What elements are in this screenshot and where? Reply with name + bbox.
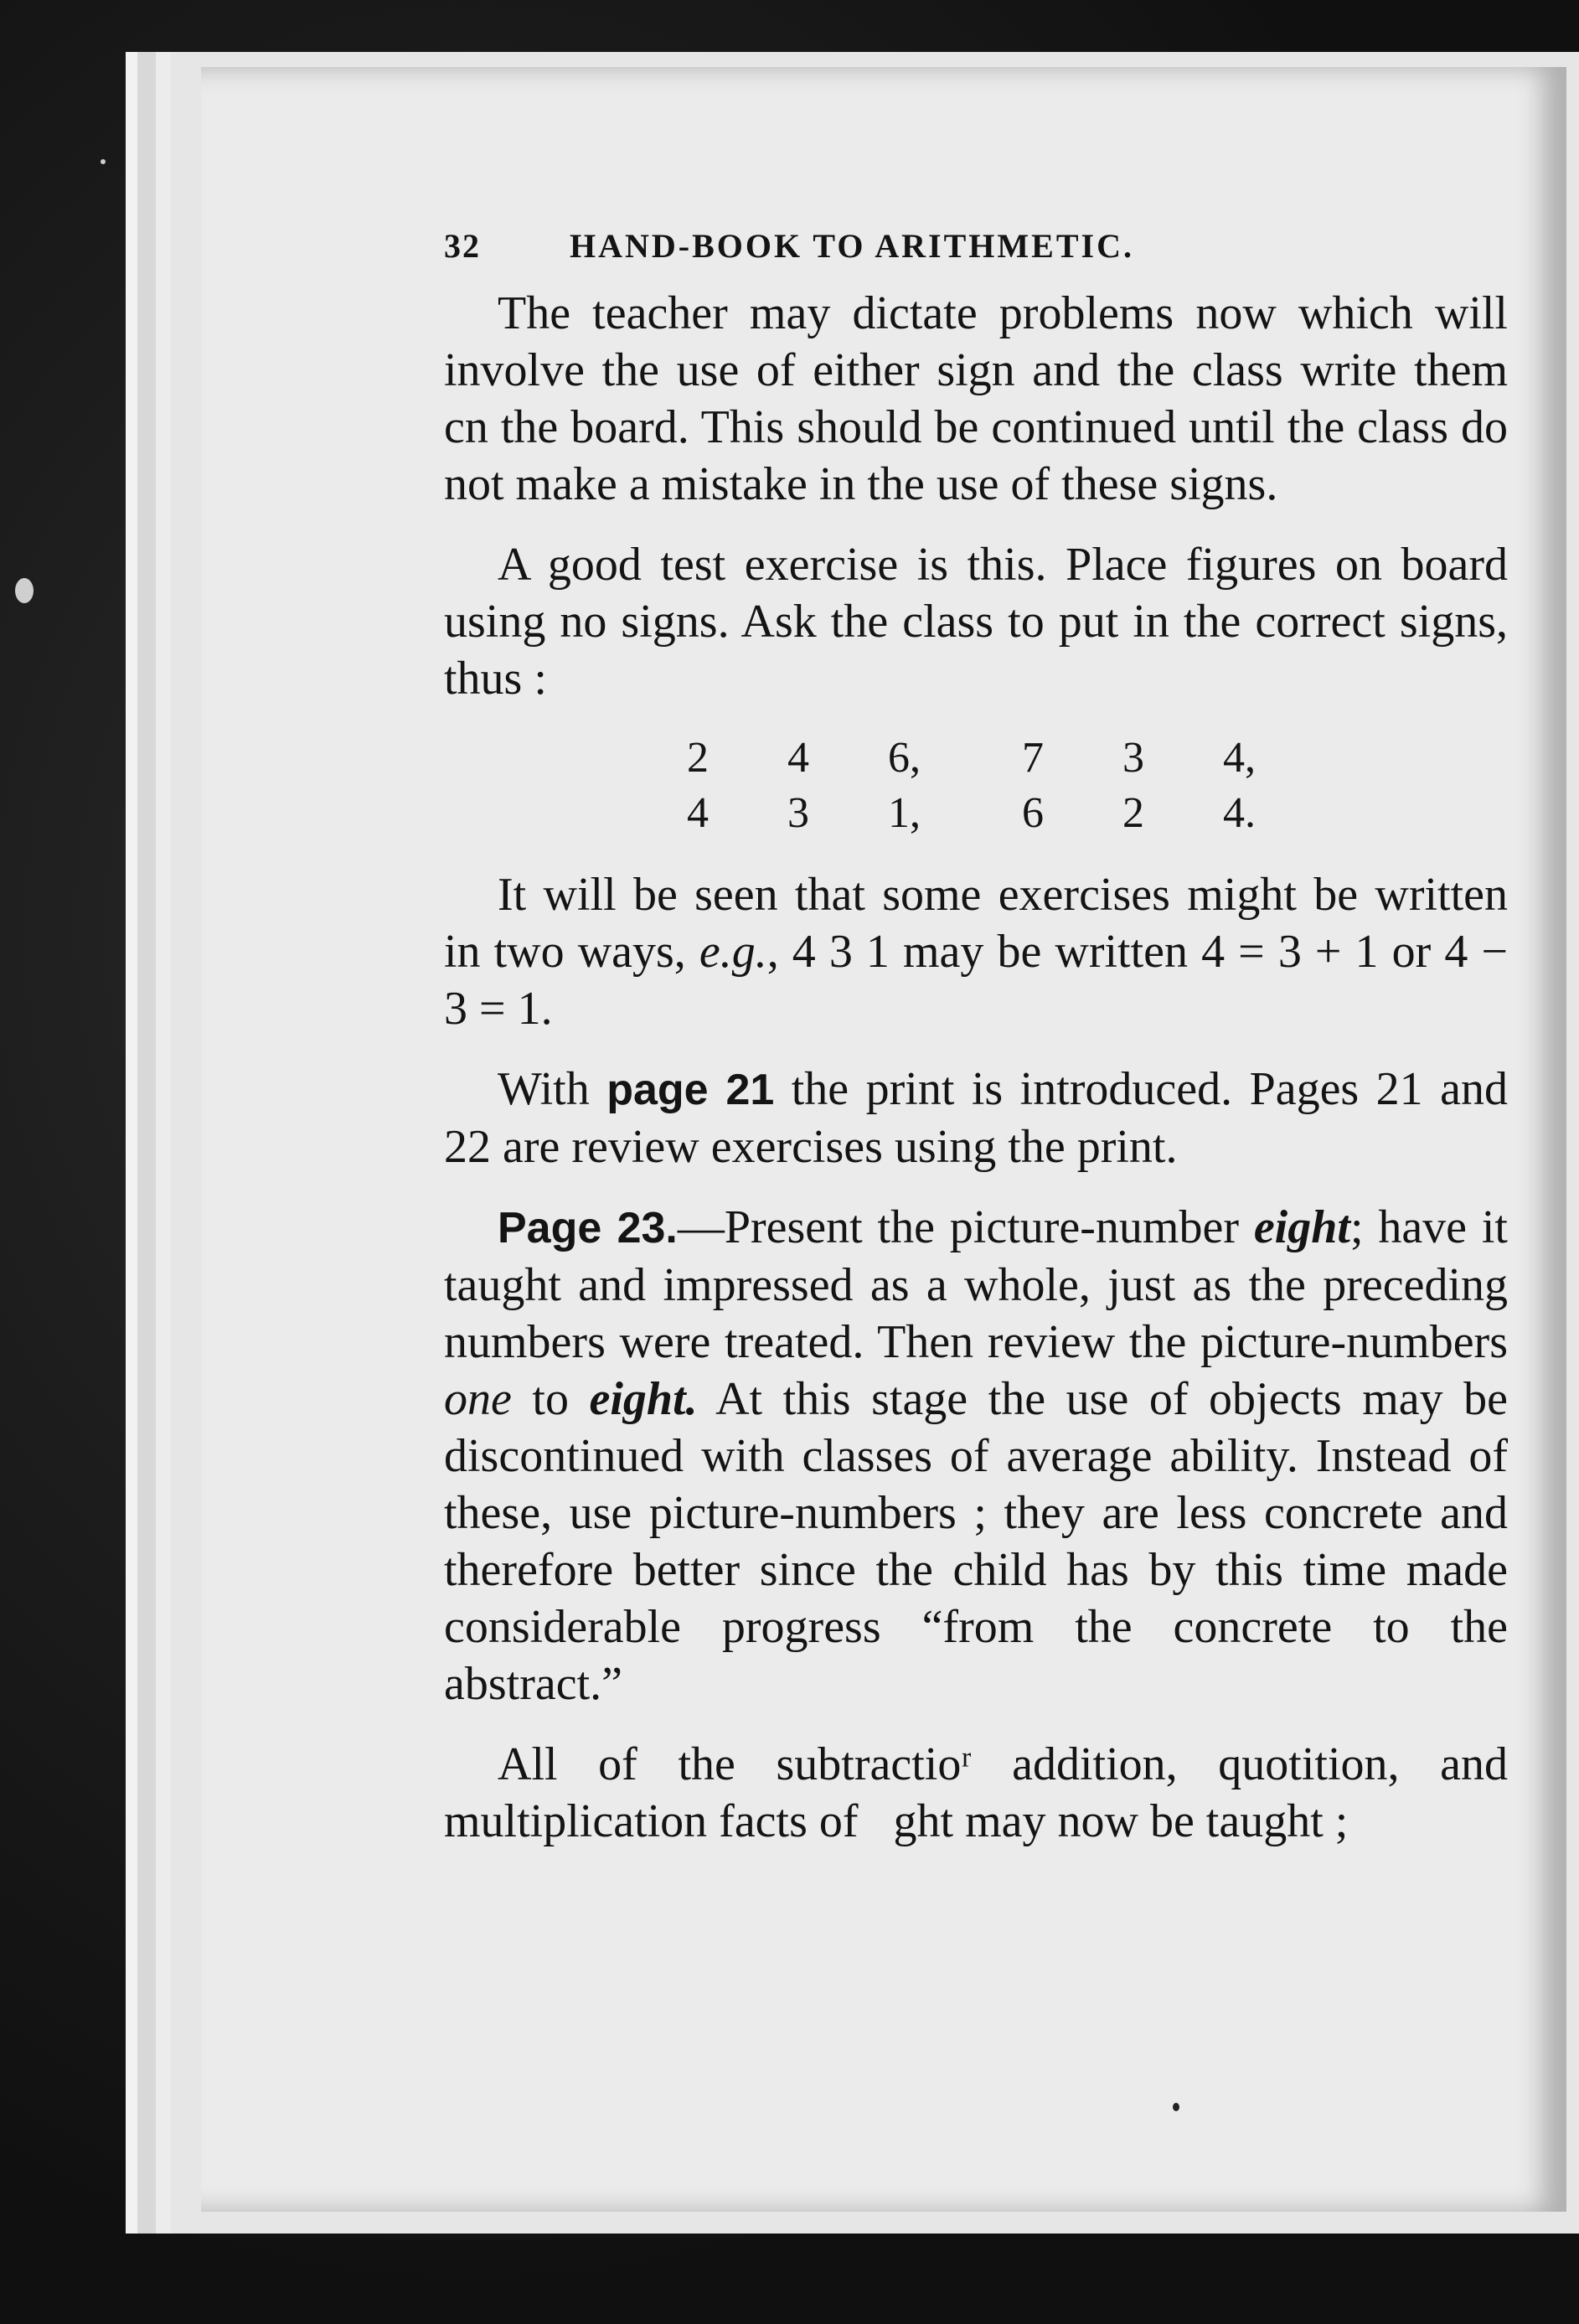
word-one: one — [444, 1373, 512, 1425]
page-reference-21: page 21 — [606, 1066, 775, 1114]
figure: 4 — [687, 789, 709, 837]
paragraph-4-text-b: the print is introduced. Pages 21 and 22 are review exercises using the print. — [444, 1063, 1508, 1173]
figures-block — [444, 731, 1508, 841]
paragraph-3 — [444, 866, 1508, 1037]
paragraph-4 — [444, 1061, 1508, 1175]
page-reference-23: Page 23. — [498, 1204, 678, 1252]
running-title: HAND-BOOK TO ARITHMETIC. — [570, 227, 1134, 265]
figure: 7 — [1022, 734, 1044, 782]
paragraph-6: All of the subtractioʳ addition, quotition, and multiplication facts of ght may now be taught ; — [444, 1738, 1508, 1847]
paragraph-3-text-b: , 4 3 1 may be written 4 = 3 + 1 or 4 − 3 = 1. — [444, 926, 1508, 1035]
scan-speck — [15, 578, 34, 603]
word-eight-2: eight. — [589, 1373, 698, 1425]
page-number: 32 — [444, 227, 481, 265]
paragraph-2: A good test exercise is this. Place figures on board using no signs. Ask the class to put in the correct signs, thus : — [444, 539, 1508, 705]
figure: 6, — [888, 734, 921, 782]
figure: 4. — [1223, 789, 1256, 837]
figure: 2 — [1122, 789, 1144, 837]
figure: 6 — [1022, 789, 1044, 837]
paragraph-3-eg: e.g. — [699, 926, 767, 978]
paragraph-4-text-a: With — [498, 1063, 607, 1115]
figure: 2 — [687, 734, 709, 782]
page-content — [444, 226, 1508, 1873]
paragraph-5-text-b: ; have it taught and impressed as a whole, just as the preceding numbers were treated. Then review the picture-numbers — [444, 1201, 1508, 1368]
paragraph-1: The teacher may dictate problems now which will involve the use of either sign and the class write them сn the board. This should be continued until the class do not make a mistake in the use of these signs. — [444, 287, 1508, 510]
running-head — [444, 226, 1508, 285]
figure: 3 — [1122, 734, 1144, 782]
figure: 3 — [787, 789, 809, 837]
paragraph-5-text-d: At this stage the use of objects may be discontinued with classes of average ability. Instead of these, use picture-numbers ; they are less concrete and therefore better since the child has by this time made considerable progress “from the concrete to the abstract.” — [444, 1373, 1509, 1710]
paragraph-5-text-c: to — [511, 1373, 590, 1425]
paragraph-3-text-a: It will be seen that some exercises might be written in two ways, — [444, 869, 1508, 978]
paragraph-5 — [444, 1199, 1508, 1712]
figures-row-2 — [444, 786, 1508, 841]
figure: 4 — [787, 734, 809, 782]
word-eight: eight — [1253, 1201, 1350, 1253]
figures-row-1 — [444, 731, 1508, 786]
paragraph-5-text-a: —Present the picture-number — [677, 1201, 1254, 1253]
scan-speck — [1173, 2103, 1179, 2111]
figure: 1, — [888, 789, 921, 837]
scan-speck — [101, 159, 106, 164]
figure: 4, — [1223, 734, 1256, 782]
